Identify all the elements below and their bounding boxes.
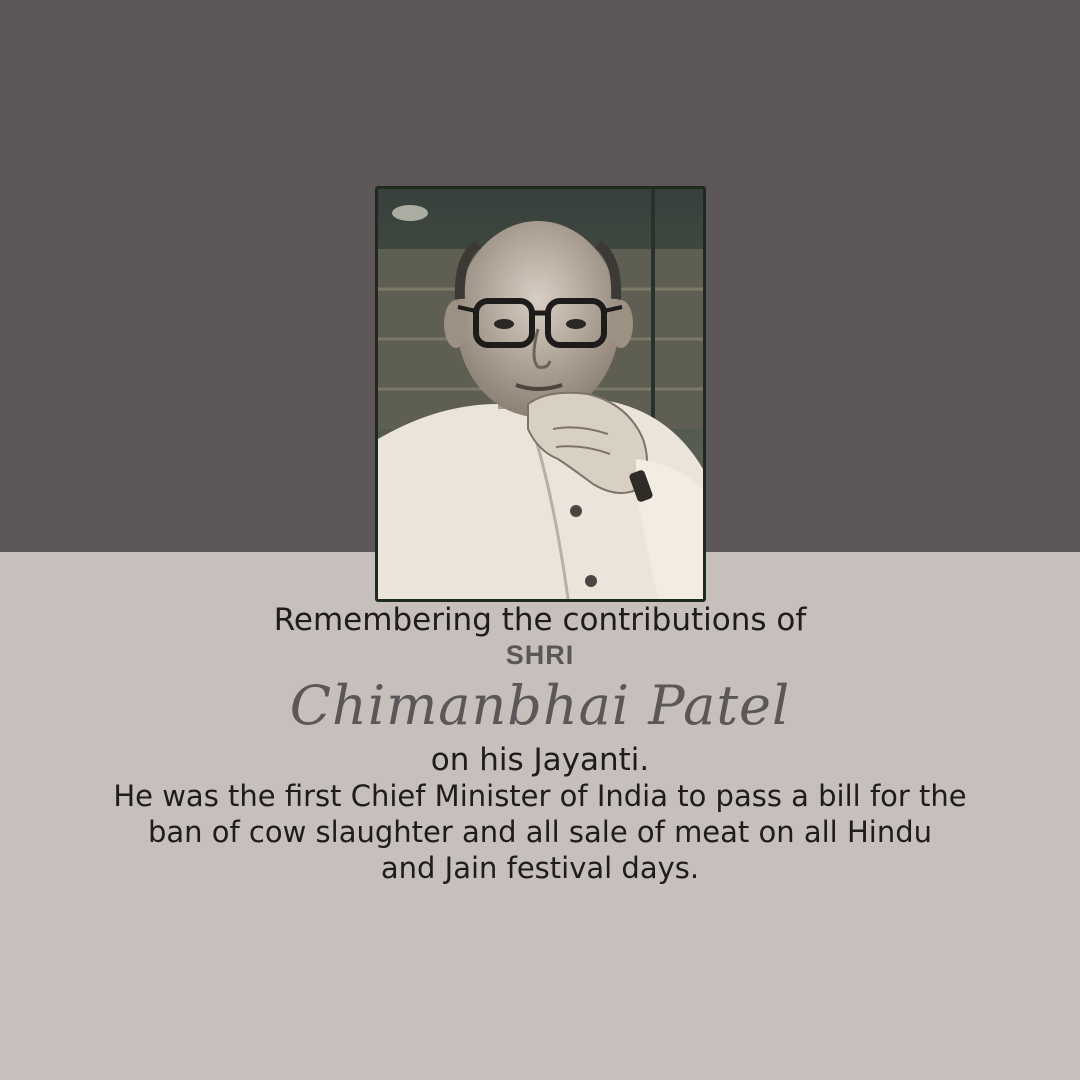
tribute-text-block xyxy=(0,600,1080,886)
occasion-line: on his Jayanti. xyxy=(430,742,650,778)
portrait-photo-image xyxy=(378,189,703,599)
body-line-2: ban of cow slaughter and all sale of meat on all Hindu xyxy=(147,815,932,849)
body-line-1: He was the first Chief Minister of India to pass a bill for the xyxy=(113,779,967,813)
honorific-label: SHRI xyxy=(505,640,575,670)
intro-line: Remembering the contributions of xyxy=(273,602,807,638)
body-line-3: and Jain festival days. xyxy=(380,851,700,885)
person-name: Chimanbhai Patel xyxy=(289,674,791,737)
portrait-photo xyxy=(375,186,706,602)
